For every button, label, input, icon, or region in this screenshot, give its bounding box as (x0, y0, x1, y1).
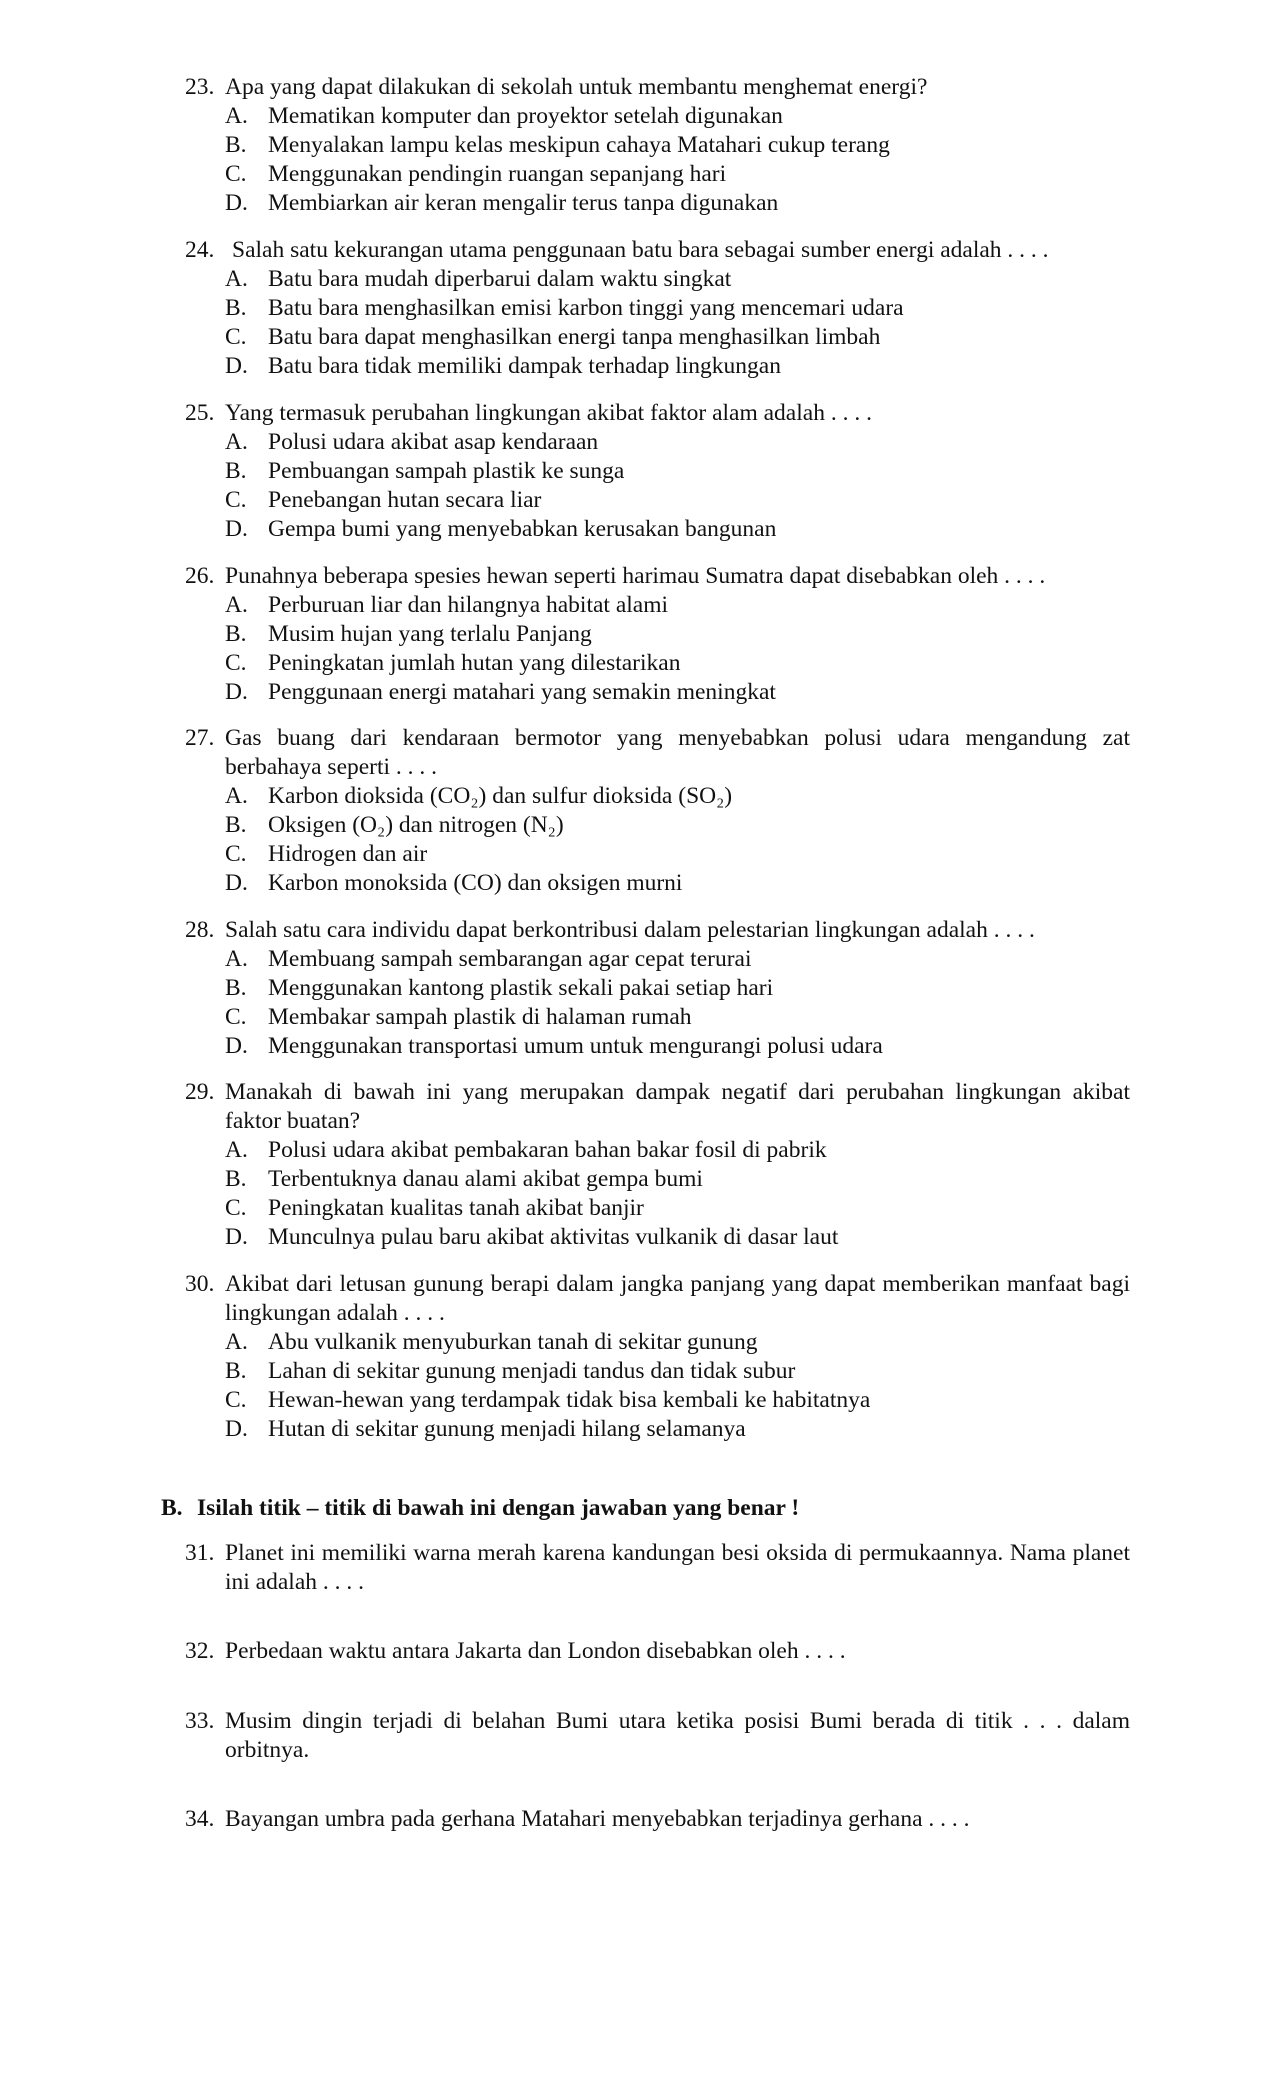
question-29 (185, 1078, 1130, 1252)
option-letter: C. (225, 161, 247, 187)
question-number: 27. (185, 725, 215, 751)
option-text: Batu bara menghasilkan emisi karbon tinggi yang mencemari udara (268, 295, 904, 321)
option-b (225, 974, 1130, 1003)
option-a (225, 1136, 1130, 1165)
option-list (185, 591, 1130, 707)
question-28 (185, 916, 1130, 1061)
option-text: Membiarkan air keran mengalir terus tanpa digunakan (268, 190, 779, 216)
option-c (225, 323, 1130, 352)
option-a (225, 428, 1130, 457)
option-letter: A. (225, 1137, 248, 1163)
option-text: Menggunakan kantong plastik sekali pakai setiap hari (268, 975, 774, 1001)
question-23 (185, 73, 1130, 218)
question-number: 30. (185, 1271, 215, 1297)
question-25 (185, 399, 1130, 544)
option-list (185, 945, 1130, 1061)
option-letter: D. (225, 870, 248, 896)
option-text: Munculnya pulau baru akibat aktivitas vulkanik di dasar laut (268, 1224, 839, 1250)
option-b (225, 620, 1130, 649)
option-text: Penebangan hutan secara liar (268, 487, 542, 513)
question-31 (185, 1539, 1130, 1597)
option-d (225, 1415, 1130, 1444)
question-number: 23. (185, 74, 215, 100)
question-text: Bayangan umbra pada gerhana Matahari menyebabkan terjadinya gerhana . . . . (225, 1806, 970, 1832)
option-text: Batu bara mudah diperbarui dalam waktu singkat (268, 266, 732, 292)
question-number: 29. (185, 1079, 215, 1105)
question-text: Planet ini memiliki warna merah karena kandungan besi oksida di permukaannya. Nama planet ini adalah . . . . (225, 1540, 1130, 1595)
question-text: Apa yang dapat dilakukan di sekolah untuk membantu menghemat energi? (225, 74, 928, 100)
option-text: Musim hujan yang terlalu Panjang (268, 621, 592, 647)
option-a (225, 1328, 1130, 1357)
option-d (225, 678, 1130, 707)
option-text: Menyalakan lampu kelas meskipun cahaya Matahari cukup terang (268, 132, 890, 158)
option-d (225, 869, 1130, 898)
section-title: Isilah titik – titik di bawah ini dengan jawaban yang benar ! (197, 1495, 800, 1521)
option-text: Pembuangan sampah plastik ke sunga (268, 458, 625, 484)
question-number: 28. (185, 917, 215, 943)
option-text: Hewan-hewan yang terdampak tidak bisa kembali ke habitatnya (268, 1387, 871, 1413)
option-letter: C. (225, 841, 247, 867)
option-text: Menggunakan pendingin ruangan sepanjang hari (268, 161, 727, 187)
question-text: Salah satu kekurangan utama penggunaan batu bara sebagai sumber energi adalah . . . . (232, 237, 1049, 263)
question-number: 26. (185, 563, 215, 589)
option-c (225, 1003, 1130, 1032)
option-letter: C. (225, 1004, 247, 1030)
option-letter: B. (225, 975, 247, 1001)
option-list (185, 782, 1130, 898)
option-text: Menggunakan transportasi umum untuk mengurangi polusi udara (268, 1033, 883, 1059)
option-b (225, 1165, 1130, 1194)
option-c (225, 1194, 1130, 1223)
option-b (225, 294, 1130, 323)
option-c (225, 649, 1130, 678)
question-32 (185, 1637, 1130, 1666)
question-text: Perbedaan waktu antara Jakarta dan London disebabkan oleh . . . . (225, 1638, 846, 1664)
option-letter: B. (225, 812, 247, 838)
option-letter: D. (225, 190, 248, 216)
option-letter: C. (225, 324, 247, 350)
question-number: 34. (185, 1806, 215, 1832)
option-letter: C. (225, 1195, 247, 1221)
question-33 (185, 1707, 1130, 1765)
option-d (225, 1223, 1130, 1252)
option-letter: C. (225, 1387, 247, 1413)
option-c (225, 1386, 1130, 1415)
option-d (225, 189, 1130, 218)
option-list (185, 1328, 1130, 1444)
option-text: Batu bara dapat menghasilkan energi tanpa menghasilkan limbah (268, 324, 881, 350)
option-text: Lahan di sekitar gunung menjadi tandus dan tidak subur (268, 1358, 796, 1384)
option-letter: B. (225, 1166, 247, 1192)
option-letter: B. (225, 458, 247, 484)
option-text: Karbon monoksida (CO) dan oksigen murni (268, 870, 683, 896)
option-list (185, 265, 1130, 381)
option-b (225, 457, 1130, 486)
option-letter: D. (225, 1416, 248, 1442)
option-letter: A. (225, 103, 248, 129)
option-letter: D. (225, 1033, 248, 1059)
option-c (225, 840, 1130, 869)
option-a (225, 782, 1130, 811)
option-letter: A. (225, 592, 248, 618)
option-text: Perburuan liar dan hilangnya habitat alami (268, 592, 669, 618)
option-letter: B. (225, 621, 247, 647)
option-text: Peningkatan jumlah hutan yang dilestarikan (268, 650, 681, 676)
option-text: Karbon dioksida (CO₂) dan sulfur dioksida (SO₂) (268, 783, 733, 809)
option-letter: D. (225, 679, 248, 705)
option-d (225, 1032, 1130, 1061)
question-text: Salah satu cara individu dapat berkontribusi dalam pelestarian lingkungan adalah . . . . (225, 917, 1035, 943)
question-number: 25. (185, 400, 215, 426)
question-text: Punahnya beberapa spesies hewan seperti harimau Sumatra dapat disebabkan oleh . . . . (225, 563, 1046, 589)
option-letter: A. (225, 946, 248, 972)
question-30 (185, 1270, 1130, 1444)
option-letter: A. (225, 1329, 248, 1355)
option-b (225, 131, 1130, 160)
option-text: Polusi udara akibat asap kendaraan (268, 429, 599, 455)
option-text: Batu bara tidak memiliki dampak terhadap lingkungan (268, 353, 781, 379)
question-27 (185, 724, 1130, 898)
section-letter: B. (161, 1495, 183, 1521)
option-a (225, 945, 1130, 974)
question-text: Musim dingin terjadi di belahan Bumi utara ketika posisi Bumi berada di titik . . . dalam orbitnya. (225, 1708, 1130, 1763)
option-text: Penggunaan energi matahari yang semakin meningkat (268, 679, 776, 705)
option-letter: D. (225, 1224, 248, 1250)
option-letter: C. (225, 487, 247, 513)
option-list (185, 1136, 1130, 1252)
option-b (225, 811, 1130, 840)
option-letter: B. (225, 295, 247, 321)
question-26 (185, 562, 1130, 707)
option-text: Membuang sampah sembarangan agar cepat terurai (268, 946, 752, 972)
option-letter: D. (225, 353, 248, 379)
option-b (225, 1357, 1130, 1386)
question-number: 32. (185, 1638, 215, 1664)
option-text: Peningkatan kualitas tanah akibat banjir (268, 1195, 644, 1221)
question-24 (185, 236, 1130, 381)
option-list (185, 428, 1130, 544)
question-number: 24. (185, 237, 215, 263)
question-text: Manakah di bawah ini yang merupakan dampak negatif dari perubahan lingkungan akibat faktor buatan? (225, 1079, 1130, 1134)
question-number: 31. (185, 1540, 215, 1566)
option-text: Gempa bumi yang menyebabkan kerusakan bangunan (268, 516, 777, 542)
option-text: Oksigen (O₂) dan nitrogen (N₂) (268, 812, 564, 838)
option-list (185, 102, 1130, 218)
option-a (225, 591, 1130, 620)
question-text: Yang termasuk perubahan lingkungan akibat faktor alam adalah . . . . (225, 400, 872, 426)
option-text: Mematikan komputer dan proyektor setelah digunakan (268, 103, 783, 129)
option-d (225, 352, 1130, 381)
option-text: Polusi udara akibat pembakaran bahan bakar fosil di pabrik (268, 1137, 827, 1163)
option-d (225, 515, 1130, 544)
option-letter: A. (225, 429, 248, 455)
option-letter: B. (225, 1358, 247, 1384)
question-number: 33. (185, 1708, 215, 1734)
option-text: Abu vulkanik menyuburkan tanah di sekitar gunung (268, 1329, 758, 1355)
option-text: Membakar sampah plastik di halaman rumah (268, 1004, 692, 1030)
option-letter: A. (225, 783, 248, 809)
option-a (225, 102, 1130, 131)
question-text: Akibat dari letusan gunung berapi dalam jangka panjang yang dapat memberikan manfaat bagi lingkungan adalah . . . . (225, 1271, 1130, 1326)
option-c (225, 160, 1130, 189)
option-text: Hidrogen dan air (268, 841, 428, 867)
question-34 (185, 1805, 1130, 1834)
option-letter: D. (225, 516, 248, 542)
option-letter: C. (225, 650, 247, 676)
option-a (225, 265, 1130, 294)
section-b-heading (161, 1494, 799, 1523)
option-letter: A. (225, 266, 248, 292)
option-letter: B. (225, 132, 247, 158)
option-c (225, 486, 1130, 515)
option-text: Terbentuknya danau alami akibat gempa bumi (268, 1166, 703, 1192)
option-text: Hutan di sekitar gunung menjadi hilang selamanya (268, 1416, 746, 1442)
question-text: Gas buang dari kendaraan bermotor yang menyebabkan polusi udara mengandung zat berbahaya seperti . . . . (225, 725, 1130, 780)
